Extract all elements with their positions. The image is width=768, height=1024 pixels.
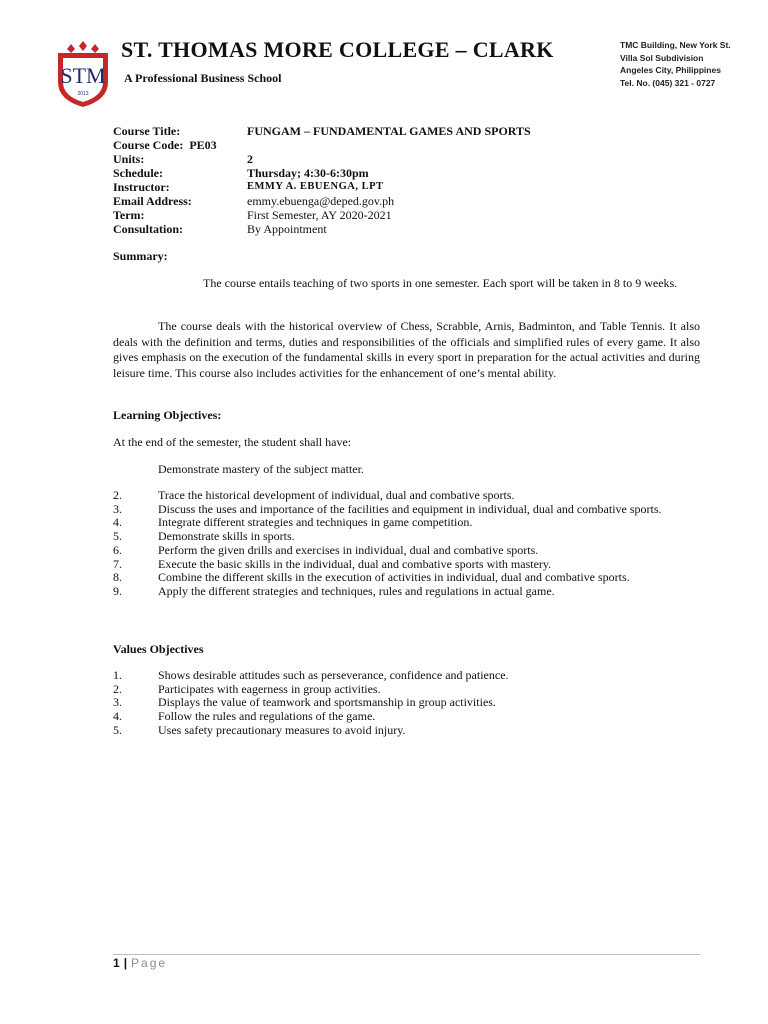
list-item bbox=[113, 489, 700, 503]
address-line: Angeles City, Philippines bbox=[620, 65, 721, 75]
list-item bbox=[113, 530, 700, 544]
item-number: 2. bbox=[113, 681, 122, 696]
term-value: First Semester, AY 2020-2021 bbox=[247, 208, 392, 222]
address-line: TMC Building, New York St. bbox=[620, 40, 731, 50]
item-text: Displays the value of teamwork and sportsmanship in group activities. bbox=[158, 695, 496, 710]
list-item bbox=[113, 571, 700, 585]
item-number: 9. bbox=[113, 583, 122, 598]
footer-separator: | bbox=[123, 956, 128, 970]
consultation-row bbox=[113, 222, 531, 236]
schedule-row bbox=[113, 166, 531, 180]
list-item bbox=[113, 724, 700, 738]
item-number: 3. bbox=[113, 695, 122, 710]
item-text: Demonstrate skills in sports. bbox=[158, 529, 295, 544]
info-label: Schedule: bbox=[113, 166, 164, 180]
course-info bbox=[113, 124, 531, 236]
footer-divider bbox=[113, 954, 700, 955]
course-code-row bbox=[113, 138, 531, 152]
units-value: 2 bbox=[247, 152, 253, 166]
page-number: 1 bbox=[113, 956, 120, 970]
item-number: 5. bbox=[113, 529, 122, 544]
info-label: Term: bbox=[113, 208, 145, 222]
stm-college-seal-icon bbox=[52, 40, 114, 108]
item-number: 7. bbox=[113, 556, 122, 571]
course-title-value: FUNGAM – FUNDAMENTAL GAMES AND SPORTS bbox=[247, 124, 531, 138]
item-text: Follow the rules and regulations of the game. bbox=[158, 709, 376, 724]
learning-objectives-list bbox=[113, 489, 700, 599]
item-text: Perform the given drills and exercises in individual, dual and combative sports. bbox=[158, 542, 539, 557]
consultation-value: By Appointment bbox=[247, 222, 327, 236]
item-text: Participates with eagerness in group activities. bbox=[158, 681, 381, 696]
address-line: Villa Sol Subdivision bbox=[620, 52, 704, 63]
list-item bbox=[113, 544, 700, 558]
info-label: Consultation: bbox=[113, 222, 184, 236]
item-number: 2. bbox=[113, 488, 122, 502]
schedule-value: Thursday; 4:30-6:30pm bbox=[247, 166, 369, 180]
list-item bbox=[113, 683, 700, 697]
summary-heading: Summary: bbox=[113, 249, 168, 263]
list-item bbox=[113, 710, 700, 724]
item-text: Integrate different strategies and techniques in game competition. bbox=[158, 515, 473, 530]
learning-objective-item: Demonstrate mastery of the subject matter. bbox=[158, 462, 364, 476]
item-number: 3. bbox=[113, 501, 122, 516]
item-number: 1. bbox=[113, 668, 122, 682]
item-number: 8. bbox=[113, 570, 122, 585]
info-label: Course Code: bbox=[113, 138, 184, 152]
college-address bbox=[620, 39, 731, 89]
address-line: Tel. No. (045) 321 - 0727 bbox=[620, 77, 716, 88]
learning-objectives-intro: At the end of the semester, the student shall have: bbox=[113, 435, 352, 449]
tagline: A Professional Business School bbox=[124, 71, 282, 85]
college-name: ST. THOMAS MORE COLLEGE – CLARK bbox=[121, 37, 554, 62]
item-text: Shows desirable attitudes such as perseverance, confidence and patience. bbox=[158, 668, 509, 682]
term-row bbox=[113, 208, 531, 222]
item-number: 6. bbox=[113, 542, 122, 557]
page-label: Page bbox=[131, 956, 168, 970]
course-code-value: PE03 bbox=[189, 138, 217, 152]
item-text: Combine the different skills in the execution of activities in individual, dual and combative sports. bbox=[158, 570, 630, 585]
email-value: emmy.ebuenga@deped.gov.ph bbox=[247, 194, 395, 208]
item-number: 4. bbox=[113, 709, 122, 724]
course-title-row bbox=[113, 124, 531, 138]
info-label: Email Address: bbox=[113, 194, 192, 208]
list-item bbox=[113, 585, 700, 599]
item-text: Trace the historical development of individual, dual and combative sports. bbox=[158, 488, 515, 502]
summary-paragraph: The course deals with the historical overview of Chess, Scrabble, Arnis, Badminton, and Table Tennis. It also deals with the definition and terms, duties and responsibilities of the officials and simplified rules of every game. It also gives emphasis on the execution of the fundamental skills in every sport in preparation for the actual activities and during leisure time. This course also includes activities for the enhancement of one’s mental ability. bbox=[113, 319, 700, 380]
college-logo bbox=[52, 40, 114, 108]
list-item bbox=[113, 696, 700, 710]
page-footer bbox=[113, 956, 167, 970]
list-item bbox=[113, 669, 700, 683]
summary-paragraph: The course entails teaching of two sports in one semester. Each sport will be taken in 8 to 9 weeks. bbox=[203, 276, 678, 290]
info-label: Units: bbox=[113, 152, 145, 166]
units-row bbox=[113, 152, 531, 166]
info-label: Instructor: bbox=[113, 180, 170, 194]
instructor-row bbox=[113, 180, 531, 194]
item-text: Execute the basic skills in the individual, dual and combative sports with mastery. bbox=[158, 556, 552, 571]
logo-year: 2013 bbox=[77, 91, 89, 97]
values-objectives-heading: Values Objectives bbox=[113, 642, 204, 656]
item-text: Apply the different strategies and techniques, rules and regulations in actual game. bbox=[158, 583, 555, 598]
item-number: 4. bbox=[113, 515, 122, 530]
item-text: Discuss the uses and importance of the facilities and equipment in individual, dual and combative sports. bbox=[158, 501, 662, 516]
item-text: Uses safety precautionary measures to avoid injury. bbox=[158, 722, 406, 737]
list-item bbox=[113, 516, 700, 530]
learning-objectives-heading: Learning Objectives: bbox=[113, 408, 222, 422]
list-item bbox=[113, 558, 700, 572]
item-number: 5. bbox=[113, 722, 122, 737]
instructor-value: EMMY A. EBUENGA, LPT bbox=[247, 181, 384, 192]
info-label: Course Title: bbox=[113, 124, 181, 138]
values-objectives-list bbox=[113, 669, 700, 738]
email-row bbox=[113, 194, 531, 208]
list-item bbox=[113, 503, 700, 517]
logo-letters: STM bbox=[60, 63, 106, 88]
